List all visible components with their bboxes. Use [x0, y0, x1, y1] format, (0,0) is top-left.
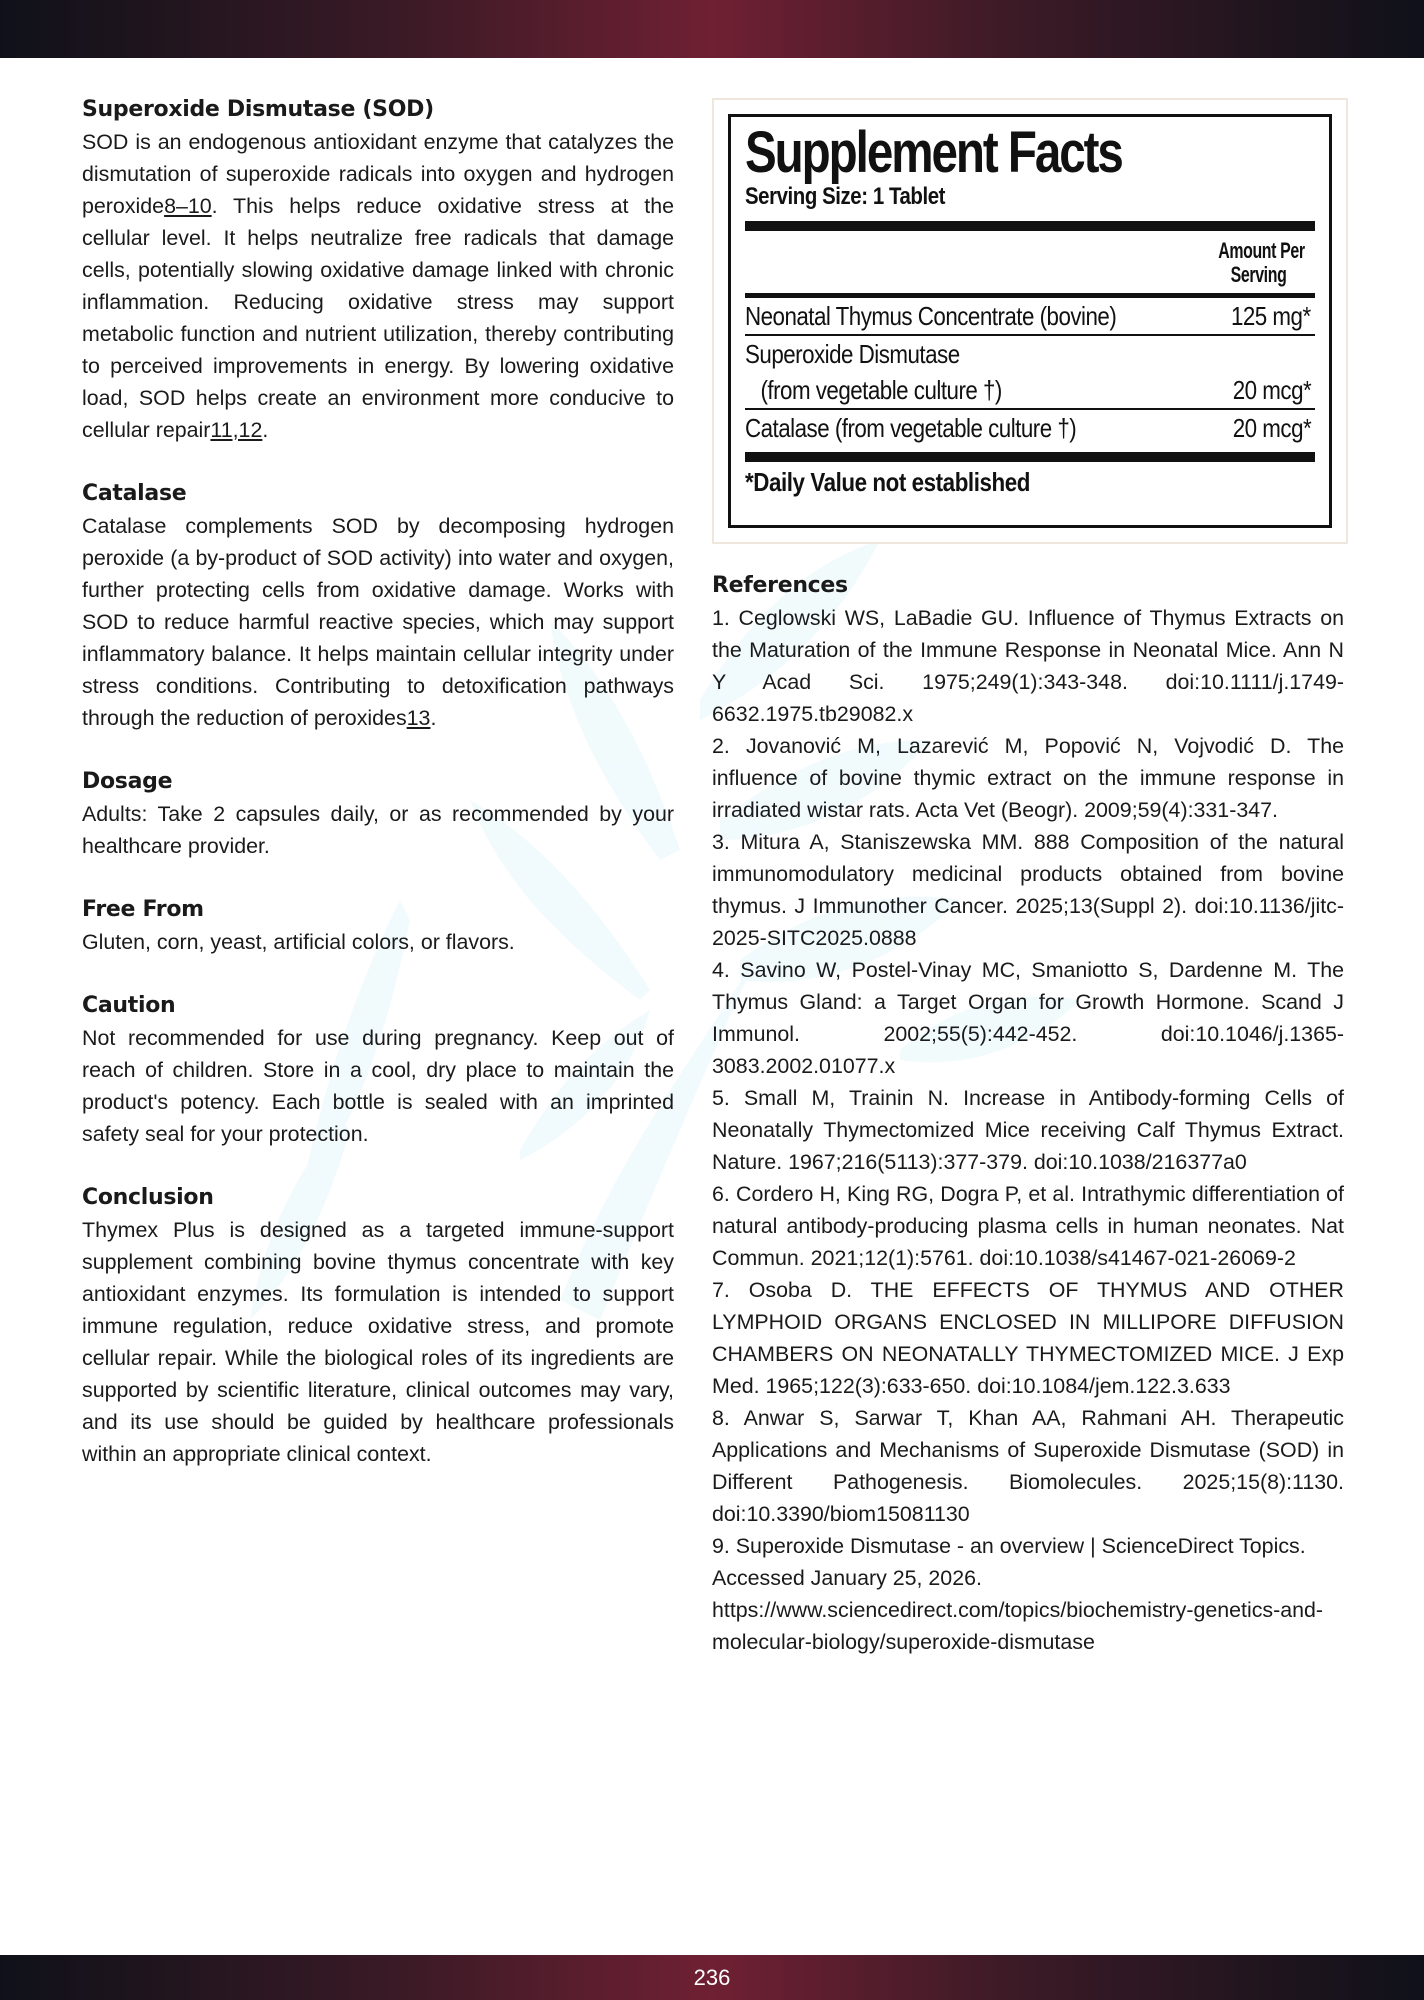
section-heading: Conclusion [82, 1185, 214, 1210]
citation-link[interactable]: 8–10 [164, 194, 212, 218]
reference-item: 9. Superoxide Dismutase - an overview | ScienceDirect Topics. Accessed January 25, 2026. https://www.sciencedirect.com/topics/biochemistry-genetics-and-molecular-biology/superoxide-dismutase [712, 1534, 1324, 1654]
section-heading: Superoxide Dismutase (SOD) [82, 97, 434, 122]
header-band [0, 0, 1424, 58]
ingredient-name: Catalase (from vegetable culture †) [745, 413, 1077, 443]
references-heading: References [712, 573, 848, 598]
facts-title: Supplement Facts [745, 120, 1122, 185]
reference-item: 2. Jovanović M, Lazarević M, Popović N, Vojvodić D. The influence of bovine thymic extract on the immune response in irradiated wistar rats. Acta Vet (Beogr). 2009;59(4):331-347. [712, 734, 1344, 822]
section-heading: Caution [82, 993, 176, 1018]
reference-item: 6. Cordero H, King RG, Dogra P, et al. Intrathymic differentiation of natural antibody-producing plasma cells in human neonates. Nat Commun. 2021;12(1):5761. doi:10.1038/s41467-021-26069-2 [712, 1182, 1344, 1270]
section-body: Not recommended for use during pregnancy. Keep out of reach of children. Store in a cool, dry place to maintain the product's potency. Each bottle is sealed with an imprinted safety seal for your protection. [82, 1026, 674, 1146]
section-body: Catalase complements SOD by decomposing hydrogen peroxide (a by-product of SOD activity) into water and oxygen, further protecting cells from oxidative damage. Works with SOD to reduce harmful reactive species, which may support inflammatory balance. It helps maintain cellular integrity under stress conditions. Contributing to detoxification pathways through the reduction of peroxides13. [82, 514, 674, 730]
ingredient-source: (from vegetable culture †) [760, 375, 1002, 405]
reference-item: 4. Savino W, Postel-Vinay MC, Smaniotto S, Dardenne M. The Thymus Gland: a Target Organ for Growth Hormone. Scand J Immunol. 2002;55(5):442-452. doi:10.1046/j.1365-3083.2002.01077.x [712, 958, 1344, 1078]
facts-row [745, 336, 1315, 372]
page-number: 236 [693, 1965, 731, 1990]
section-caution [82, 990, 674, 1150]
section-body: Gluten, corn, yeast, artificial colors, or flavors. [82, 930, 515, 954]
ingredient-amount: 20 mcg* [1232, 413, 1311, 443]
ingredient-name: Superoxide Dismutase [745, 339, 960, 369]
daily-value-footnote: *Daily Value not established [745, 467, 1030, 497]
amount-per-serving-header: Amount Per Serving [1218, 238, 1305, 287]
ingredient-amount: 125 mg* [1231, 301, 1311, 331]
left-column [82, 94, 674, 1502]
references-column [712, 570, 1344, 1658]
reference-item: 5. Small M, Trainin N. Increase in Antibody-forming Cells of Neonatally Thymectomized Mice receiving Calf Thymus Extract. Nature. 1967;216(5113):377-379. doi:10.1038/216377a0 [712, 1086, 1344, 1174]
citation-link[interactable]: 13 [406, 706, 431, 730]
section-free-from [82, 894, 674, 958]
section-body: SOD is an endogenous antioxidant enzyme that catalyzes the dismutation of superoxide radicals into oxygen and hydrogen peroxide8–10. This helps reduce oxidative stress at the cellular level. It helps neutralize free radicals that damage cells, potentially slowing oxidative damage linked with chronic inflammation. Reducing oxidative stress may support metabolic function and nutrient utilization, thereby contributing to perceived improvements in energy. By lowering oxidative load, SOD helps create an environment more conducive to cellular repair11,12. [82, 130, 674, 442]
reference-item: 1. Ceglowski WS, LaBadie GU. Influence of Thymus Extracts on the Maturation of the Immune Response in Neonatal Mice. Ann N Y Acad Sci. 1975;249(1):343-348. doi:10.1111/j.1749-6632.1975.tb29082.x [712, 606, 1344, 726]
footer-band [0, 1955, 1424, 2000]
ingredient-amount: 20 mcg* [1232, 375, 1311, 405]
section-sod [82, 94, 674, 446]
section-body: Adults: Take 2 capsules daily, or as recommended by your healthcare provider. [82, 802, 674, 858]
reference-item: 8. Anwar S, Sarwar T, Khan AA, Rahmani AH. Therapeutic Applications and Mechanisms of Superoxide Dismutase (SOD) in Different Pathogenesis. Biomolecules. 2025;15(8):1130. doi:10.3390/biom15081130 [712, 1406, 1344, 1526]
section-heading: Free From [82, 897, 204, 922]
section-heading: Catalase [82, 481, 187, 506]
section-heading: Dosage [82, 769, 173, 794]
thick-divider [745, 452, 1315, 462]
section-conclusion [82, 1182, 674, 1470]
thick-divider [745, 221, 1315, 231]
supplement-facts-image [712, 98, 1348, 544]
facts-row [745, 410, 1315, 446]
ingredient-name: Neonatal Thymus Concentrate (bovine) [745, 301, 1117, 331]
section-body: Thymex Plus is designed as a targeted immune-support supplement combining bovine thymus concentrate with key antioxidant enzymes. Its formulation is intended to support immune regulation, reduce oxidative stress, and promote cellular repair. While the biological roles of its ingredients are supported by scientific literature, clinical outcomes may vary, and its use should be guided by healthcare professionals within an appropriate clinical context. [82, 1218, 674, 1466]
supplement-facts-panel [728, 114, 1332, 528]
reference-item: 3. Mitura A, Staniszewska MM. 888 Composition of the natural immunomodulatory medicinal products obtained from bovine thymus. J Immunother Cancer. 2025;13(Suppl 2). doi:10.1136/jitc-2025-SITC2025.0888 [712, 830, 1344, 950]
facts-row [745, 298, 1315, 334]
citation-link[interactable]: 11,12 [210, 418, 263, 442]
section-dosage [82, 766, 674, 862]
serving-size: Serving Size: 1 Tablet [745, 183, 946, 210]
facts-row-continued [745, 372, 1315, 408]
reference-item: 7. Osoba D. THE EFFECTS OF THYMUS AND OTHER LYMPHOID ORGANS ENCLOSED IN MILLIPORE DIFFUSION CHAMBERS ON NEONATALLY THYMECTOMIZED MICE. J Exp Med. 1965;122(3):633-650. doi:10.1084/jem.122.3.633 [712, 1278, 1344, 1398]
section-catalase [82, 478, 674, 734]
